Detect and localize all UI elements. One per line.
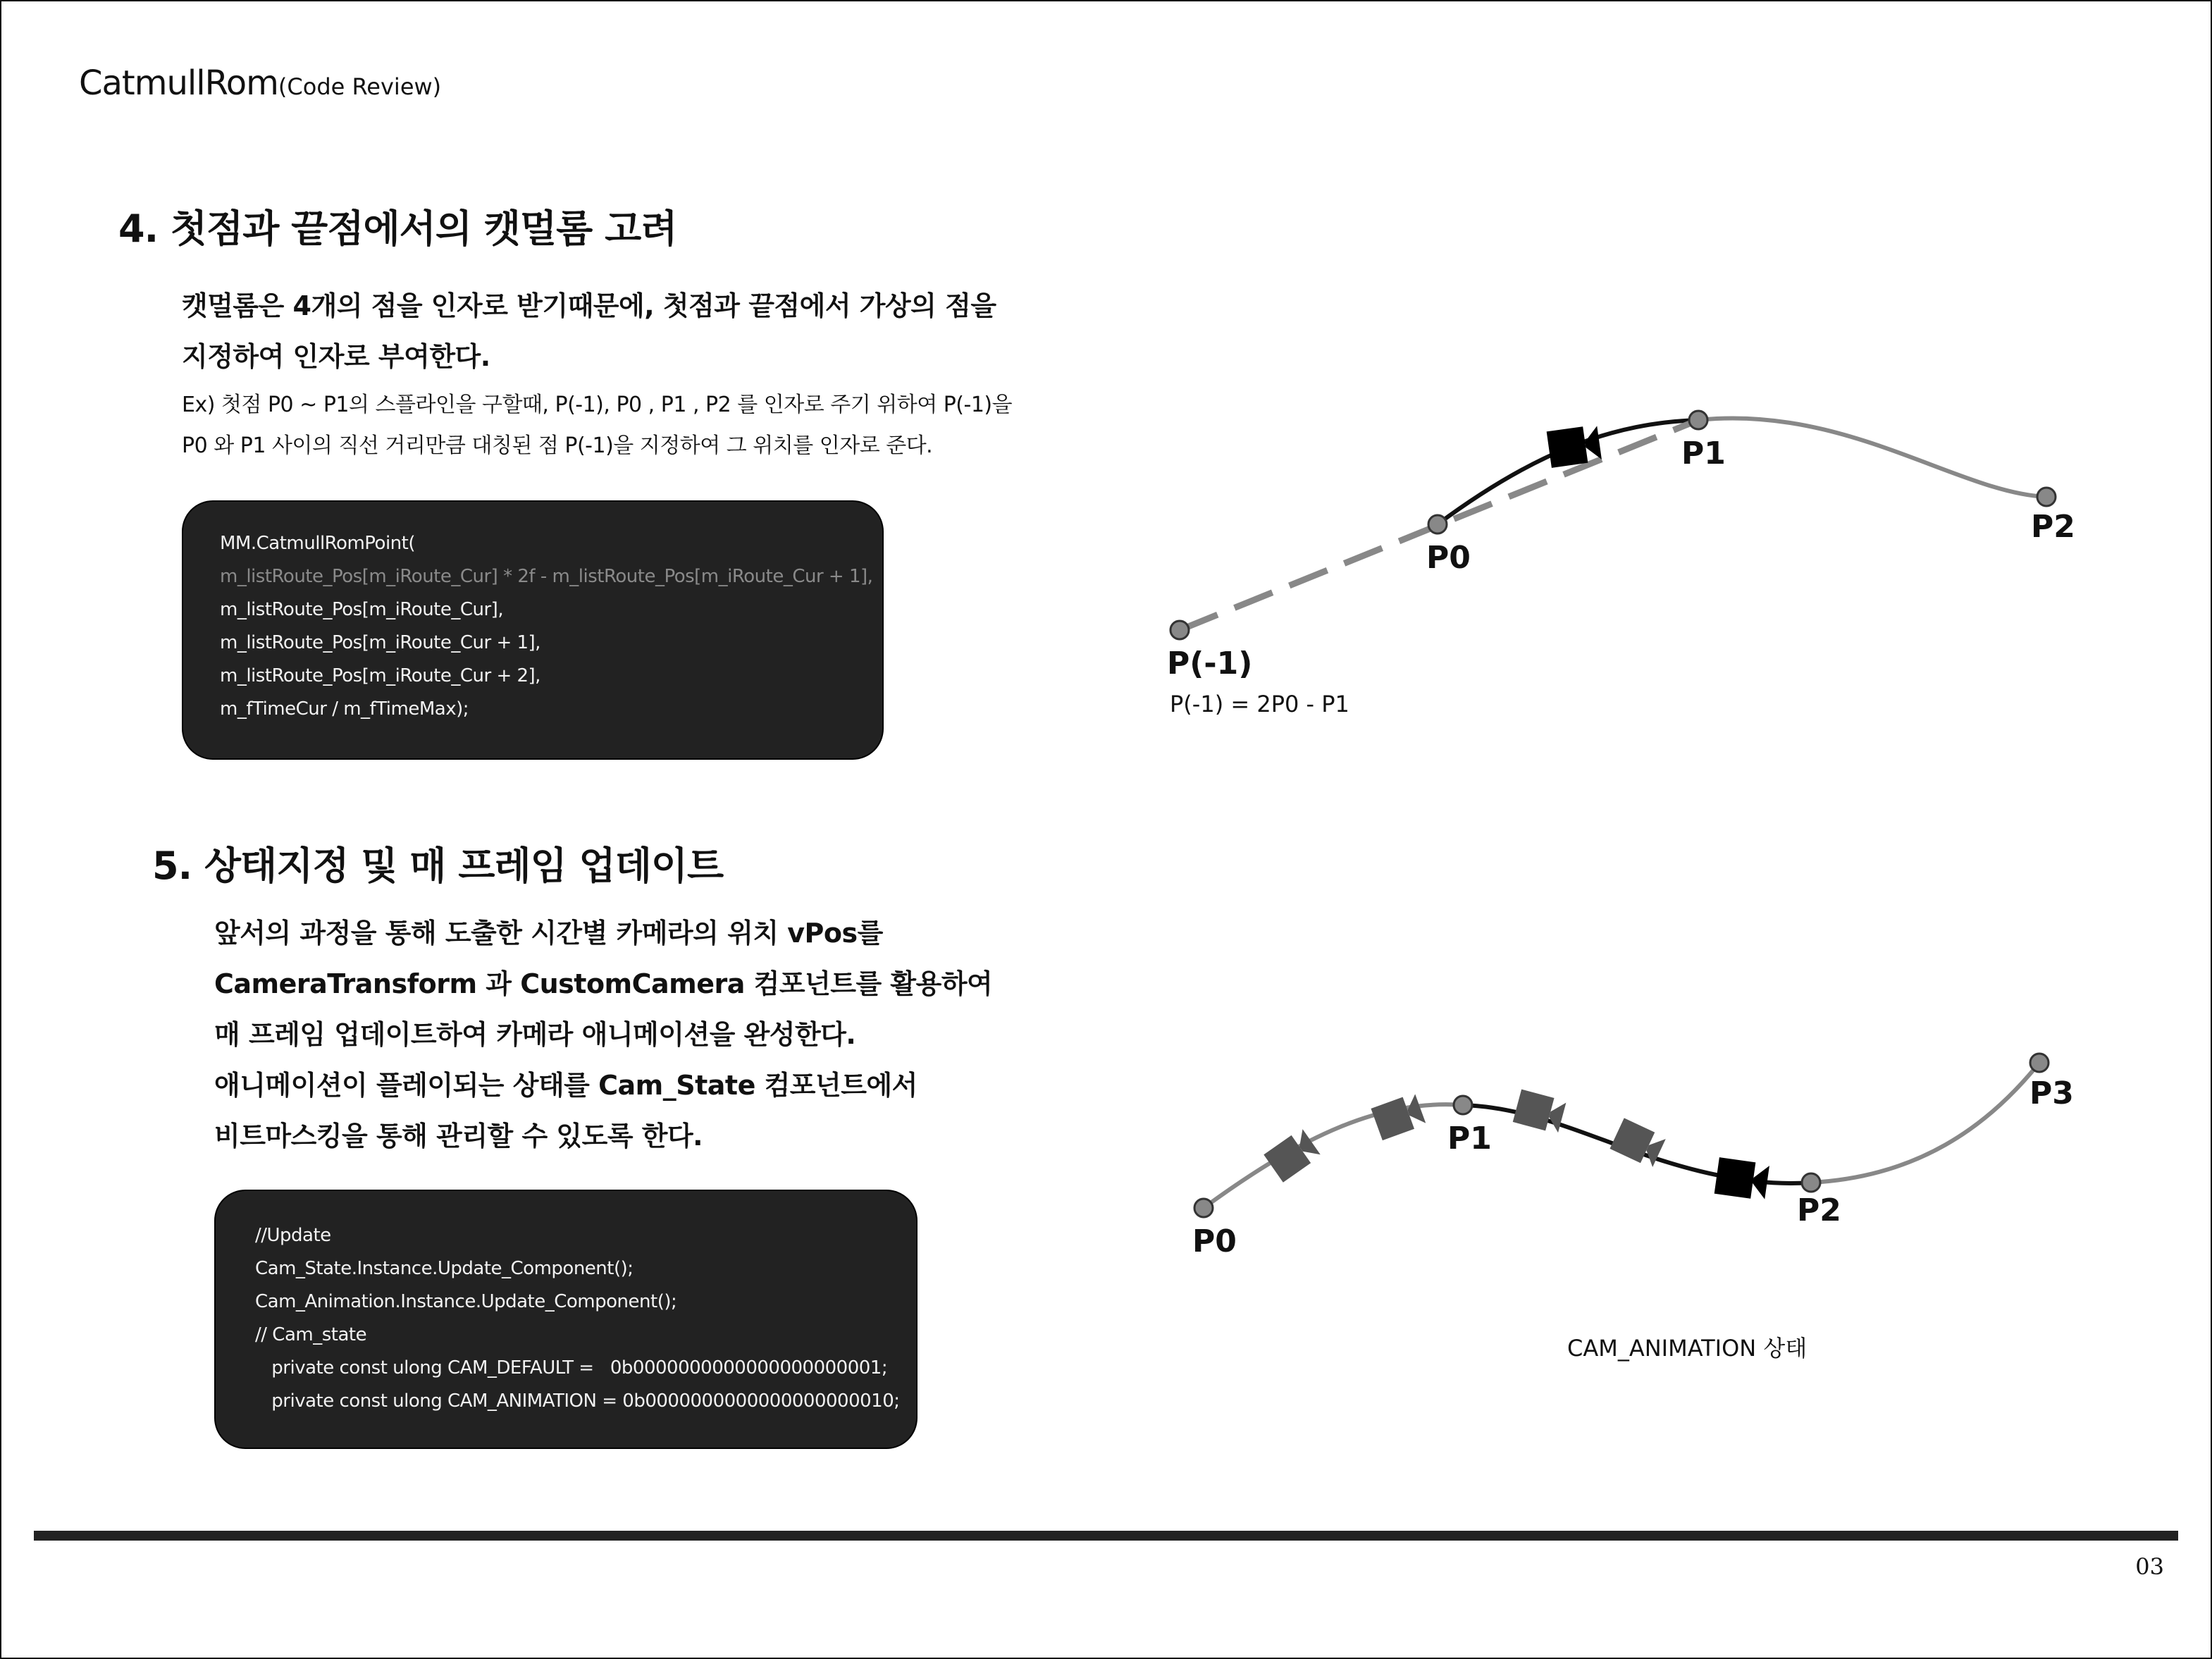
section5-line: 매 프레임 업데이트하여 카메라 애니메이션을 완성한다. [214,1019,856,1050]
section5-line: 앞서의 과정을 통해 도출한 시간별 카메라의 위치 vPos를 [214,918,883,949]
title-subtitle: (Code Review) [278,73,442,100]
label-p-minus-1: P(-1) [1167,646,1253,682]
section5-heading: 5. 상태지정 및 매 프레임 업데이트 [152,844,724,888]
code-line: // Cam_state [255,1324,367,1345]
point-p-minus-1 [1170,621,1189,639]
code-line: m_listRoute_Pos[m_iRoute_Cur + 1], [220,632,540,653]
point-p1 [1689,411,1707,429]
title-main: CatmullRom [79,63,278,103]
code-line: //Update [255,1225,331,1246]
label-p0: P0 [1192,1223,1237,1259]
code-line: private const ulong CAM_ANIMATION = 0b0000000000000000000010; [255,1390,900,1412]
code-line: m_listRoute_Pos[m_iRoute_Cur + 2], [220,665,540,686]
code-line: Cam_State.Instance.Update_Component(); [255,1258,634,1279]
label-p1: P1 [1681,436,1726,471]
camera-trail-icon [1513,1090,1567,1134]
section5-line: 애니메이션이 플레이되는 상태를 Cam_State 컴포넌트에서 [214,1070,917,1101]
camera-trail-icon [1371,1092,1426,1140]
camera-icon [1714,1157,1770,1201]
code-line: m_listRoute_Pos[m_iRoute_Cur] * 2f - m_listRoute_Pos[m_iRoute_Cur + 1], [220,566,873,587]
code-line: MM.CatmullRomPoint( [220,533,415,554]
label-p2: P2 [1797,1192,1841,1228]
point-p0 [1428,515,1447,534]
spline-p2-p3-gray [1811,1063,2039,1183]
code-line: private const ulong CAM_DEFAULT = 0b0000000000000000000001; [255,1357,888,1379]
animation-caption: CAM_ANIMATION 상태 [1567,1335,1808,1362]
label-p2: P2 [2031,509,2075,545]
section5-line: CameraTransform 과 CustomCamera 컴포넌트를 활용하여 [214,968,993,999]
point-p0 [1194,1199,1213,1217]
page-number: 03 [2135,1553,2164,1580]
label-p0: P0 [1426,540,1471,576]
point-p2 [1802,1173,1820,1192]
label-p1: P1 [1447,1121,1492,1157]
code-line: Cam_Animation.Instance.Update_Component(); [255,1291,677,1312]
point-p1 [1454,1096,1472,1114]
section4-line: 지정하여 인자로 부여한다. [182,341,490,372]
section5-line: 비트마스킹을 통해 관리할 수 있도록 한다. [214,1121,703,1152]
code-line: m_listRoute_Pos[m_iRoute_Cur], [220,599,504,620]
spline-p1-p2 [1698,418,2046,497]
section4-example-line: Ex) 첫점 P0 ~ P1의 스플라인을 구할때, P(-1), P0 , P1 , P2 를 인자로 주기 위하여 P(-1)을 [182,393,1013,417]
code-line: m_fTimeCur / m_fTimeMax); [220,698,469,720]
point-p2 [2037,488,2056,506]
point-p3 [2030,1054,2049,1072]
camera-trail-icon [1263,1128,1321,1183]
footer-rule [34,1531,2178,1541]
label-p3: P3 [2029,1075,2074,1111]
section4-line: 캣멀롬은 4개의 점을 인자로 받기때문에, 첫점과 끝점에서 가상의 점을 [182,290,996,321]
section4-heading: 4. 첫점과 끝점에서의 캣멀롬 고려 [118,206,677,251]
formula-text: P(-1) = 2P0 - P1 [1170,691,1349,717]
section4-example-line: P0 와 P1 사이의 직선 거리만큼 대칭된 점 P(-1)을 지정하여 그 위치를 인자로 준다. [182,433,933,458]
section5-description [214,908,992,1161]
section5-code-block [214,1190,917,1449]
